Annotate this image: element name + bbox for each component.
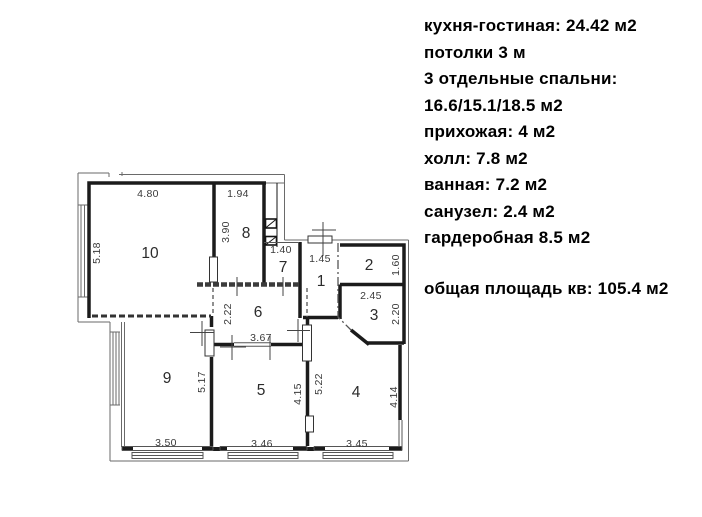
dim-room2-height: 1.60 bbox=[390, 254, 402, 276]
info-line-bedroom-sizes: 16.6/15.1/18.5 м2 bbox=[424, 95, 563, 115]
entrance-door bbox=[308, 236, 332, 243]
dim-room10-width: 4.80 bbox=[137, 188, 159, 200]
info-line-kitchen: кухня-гостиная: 24.42 м2 bbox=[424, 16, 637, 35]
dim-hall-length: 3.67 bbox=[250, 332, 272, 344]
dim-room8-width: 1.94 bbox=[227, 188, 249, 200]
vent-shaft bbox=[266, 183, 278, 247]
room-8-label: 8 bbox=[241, 225, 251, 242]
info-line-bedrooms: 3 отдельные спальни: bbox=[424, 69, 618, 88]
room-9-label: 9 bbox=[162, 370, 172, 387]
room-3-label: 3 bbox=[369, 307, 379, 324]
balcony-railings bbox=[78, 205, 125, 447]
dim-room10-height: 5.18 bbox=[91, 242, 103, 264]
info-line-hall: холл: 7.8 м2 bbox=[424, 148, 528, 168]
room-6-label: 6 bbox=[253, 304, 263, 321]
room-number-labels bbox=[141, 225, 378, 401]
dim-room1-width: 1.45 bbox=[309, 253, 331, 265]
dim-room3-height: 2.20 bbox=[390, 303, 402, 325]
room-5-label: 5 bbox=[256, 382, 266, 399]
dim-room9-width: 3.50 bbox=[155, 437, 177, 449]
info-line-entry: прихожая: 4 м2 bbox=[424, 122, 556, 141]
dim-room4-left-height: 5.22 bbox=[313, 373, 325, 395]
info-panel bbox=[424, 13, 696, 302]
info-line-bathroom: ванная: 7.2 м2 bbox=[424, 175, 548, 194]
dim-room4-right-height: 4.14 bbox=[388, 386, 400, 408]
info-line-ceilings: потолки 3 м bbox=[424, 42, 526, 62]
dim-room8-height: 3.90 bbox=[220, 221, 232, 243]
dim-room9-height: 5.17 bbox=[196, 371, 208, 393]
room-2-label: 2 bbox=[364, 257, 374, 274]
info-line-wardrobe: гардеробная 8.5 м2 bbox=[424, 228, 591, 247]
dim-room3-width: 2.45 bbox=[360, 290, 382, 302]
dim-room7-width: 1.40 bbox=[270, 244, 292, 256]
outer-boundary bbox=[78, 172, 409, 461]
room-7-label: 7 bbox=[278, 259, 288, 276]
dim-hall-width: 2.22 bbox=[222, 303, 234, 325]
room4-notch bbox=[306, 416, 314, 432]
room-1-label: 1 bbox=[316, 273, 326, 290]
info-spacer bbox=[424, 252, 696, 276]
room-4-label: 4 bbox=[351, 384, 361, 401]
total-area-line: общая площадь кв: 105.4 м2 bbox=[424, 278, 669, 298]
room9-door bbox=[205, 330, 214, 356]
info-line-wc: санузел: 2.4 м2 bbox=[424, 201, 555, 221]
walls bbox=[89, 183, 404, 446]
dim-room5-width: 3.46 bbox=[251, 438, 273, 450]
room8-door bbox=[210, 257, 218, 282]
room-10-label: 10 bbox=[141, 245, 159, 262]
dim-room5-height: 4.15 bbox=[292, 383, 304, 405]
dim-room4-width: 3.45 bbox=[346, 438, 368, 450]
